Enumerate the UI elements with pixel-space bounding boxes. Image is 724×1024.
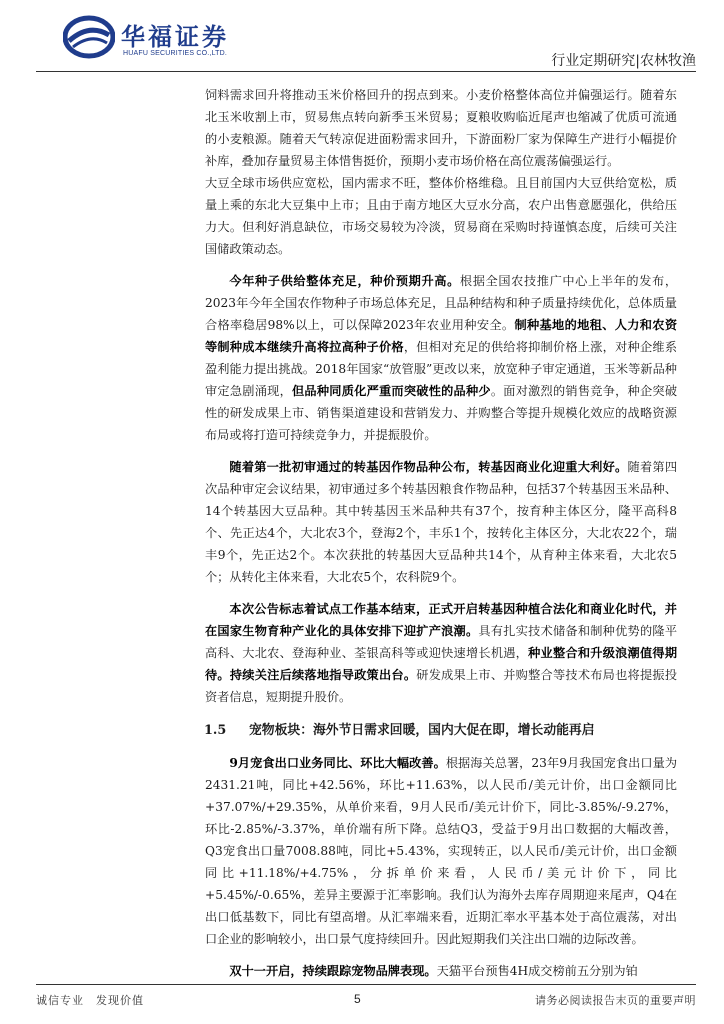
- logo-mark-icon: [63, 15, 115, 59]
- highlight-gmo-announcement: 随着第一批初审通过的转基因作物品种公布，转基因商业化迎重大利好。: [229, 460, 628, 474]
- section-heading-pet: [204, 720, 677, 742]
- footer-divider: [36, 984, 696, 985]
- section-title: 宠物板块：海外节日需求回暖，国内大促在即，增长动能再启: [249, 723, 595, 738]
- paragraph-gmo-varieties: 随着第一批初审通过的转基因作物品种公布，转基因商业化迎重大利好。随着第四次品种审定会议结果，初审通过多个转基因粮食作物品种，包括37个转基因玉米品种、14个转基因大豆品种。其中转基因玉米品种共有37个，按育种主体区分，隆平高科8个、先正达4个，大北农3个，登海2个，丰乐1个，按转化主体区分，大北农22个，瑞丰9个，先正达2个。本次获批的转基因大豆品种共14个，从育种主体来看，大北农5个；从转化主体来看，大北农5个，农科院9个。: [205, 460, 678, 584]
- paragraph-seed-supply: 今年种子供给整体充足，种价预期升高。根据全国农技推广中心上半年的发布，2023年今年全国农作物种子市场总体充足，且品种结构和种子质量持续优化，总体质量合格率稳居98%以上，可以保障2023年农业用种安全。制种基地的地租、人力和农资等制种成本继续升高将拉高种子价格，但相对充足的供给将抑制价格上涨，对种企维系盈利能力提出挑战。2018年国家“放管服”更改以来，放宽种子审定通道，玉米等新品种审定急剧涌现，但品种同质化严重而突破性的品种少。面对激烈的销售竞争，种企突破性的研发成果上市、销售渠道建设和营销发力、并购整合等提升规模化效应的战略资源布局或将打造可持续竞争力，并提振股价。: [205, 274, 678, 442]
- highlight-seed-homogeneity: 但品种同质化严重而突破性的品种少: [292, 384, 491, 398]
- company-logo: [63, 15, 263, 65]
- paragraph-double-eleven: 双十一开启，持续跟踪宠物品牌表现。天猫平台预售4H成交榜前五分别为铂: [229, 964, 638, 978]
- paragraph-gmo-commercialization: 本次公告标志着试点工作基本结束，正式开启转基因种植合法化和商业化时代，并在国家生物育种产业化的具体安排下迎扩产浪潮。具有扎实技术储备和制种优势的隆平高科、大北农、登海种业、荃银高科等或迎快速增长机遇，种业整合和升级浪潮值得期待。持续关注后续落地指导政策出台。研发成果上市、并购整合等技术布局也将提振投资者信息，短期提升股价。: [205, 602, 678, 704]
- logo-chinese-name: 华福证券: [121, 23, 229, 51]
- paragraph-pet-food-export: 9月宠食出口业务同比、环比大幅改善。根据海关总署，23年9月我国宠食出口量为2431.21吨，同比+42.56%，环比+11.63%，以人民币/美元计价，出口金额同比+37.07%/+29.35%，从单价来看，9月人民币/美元计价下，同比-3.85%/-9.27%，环比-2.85%/-3.37%，单价端有所下降。总结Q3，受益于9月出口数据的大幅改善，Q3宠食出口量7008.88吨，同比+5.43%，实现转正，以人民币/美元计价，出口金额同比+11.18%/+4.75%，分拆单价来看，人民币/美元计价下，同比+5.45%/-0.65%，差异主要源于汇率影响。我们认为海外去库存周期迎来尾声，Q4在出口低基数下，同比有望高增。从汇率端来看，近期汇率水平基本处于高位震荡，对出口企业的影响较小，出口景气度持续回升。因此短期我们关注出口端的边际改善。: [205, 756, 678, 946]
- page-header: [0, 0, 724, 92]
- footer-slogan: 诚信专业 发现价值: [36, 994, 144, 1007]
- highlight-seed-consolidation: 种业整合和升级浪潮值得期待。持续关注后续落地指导政策出台。: [205, 646, 678, 682]
- highlight-pet-export: 9月宠食出口业务同比、环比大幅改善。: [229, 756, 446, 770]
- page-number: 5: [354, 992, 361, 1006]
- highlight-double-eleven: 双十一开启，持续跟踪宠物品牌表现。: [229, 964, 437, 978]
- section-number: 1.5: [204, 723, 227, 738]
- highlight-seed-supply: 今年种子供给整体充足，种价预期升高。: [229, 274, 460, 288]
- header-divider: [36, 71, 696, 72]
- highlight-seed-cost: 制种基地的地租、人力和农资等制种成本继续升高将拉高种子价格: [205, 318, 678, 354]
- paragraph-soybean: 大豆全球市场供应宽松，国内需求不旺，整体价格维稳。且目前国内大豆供给宽松，质量上乘的东北大豆集中上市；且由于南方地区大豆水分高，农户出售意愿强化，供给压力大。但利好消息缺位，市场交易较为冷淡，贸易商在采购时持谨慎态度，后续可关注国储政策动态。: [205, 176, 677, 256]
- report-category: 行业定期研究|农林牧渔: [551, 53, 696, 69]
- report-body: [205, 84, 677, 982]
- footer-disclaimer: 请务必阅读报告末页的重要声明: [535, 994, 696, 1007]
- highlight-gmo-era: 本次公告标志着试点工作基本结束，正式开启转基因种植合法化和商业化时代，并在国家生物育种产业化的具体安排下迎扩产浪潮。: [205, 602, 677, 638]
- page-footer: [0, 984, 724, 1024]
- paragraph-corn-wheat: 饲料需求回升将推动玉米价格回升的拐点到来。小麦价格整体高位并偏强运行。随着东北玉米收割上市，贸易焦点转向新季玉米贸易；夏粮收购临近尾声也缩减了优质可流通的小麦粮源。随着天气转凉促进面粉需求回升，下游面粉厂家为保障生产进行小幅提价补库，叠加存量贸易主体惜售挺价，预期小麦市场价格在高位震荡偏强运行。: [205, 88, 677, 168]
- logo-english-name: HUAFU SECURITIES CO.,LTD.: [123, 50, 228, 57]
